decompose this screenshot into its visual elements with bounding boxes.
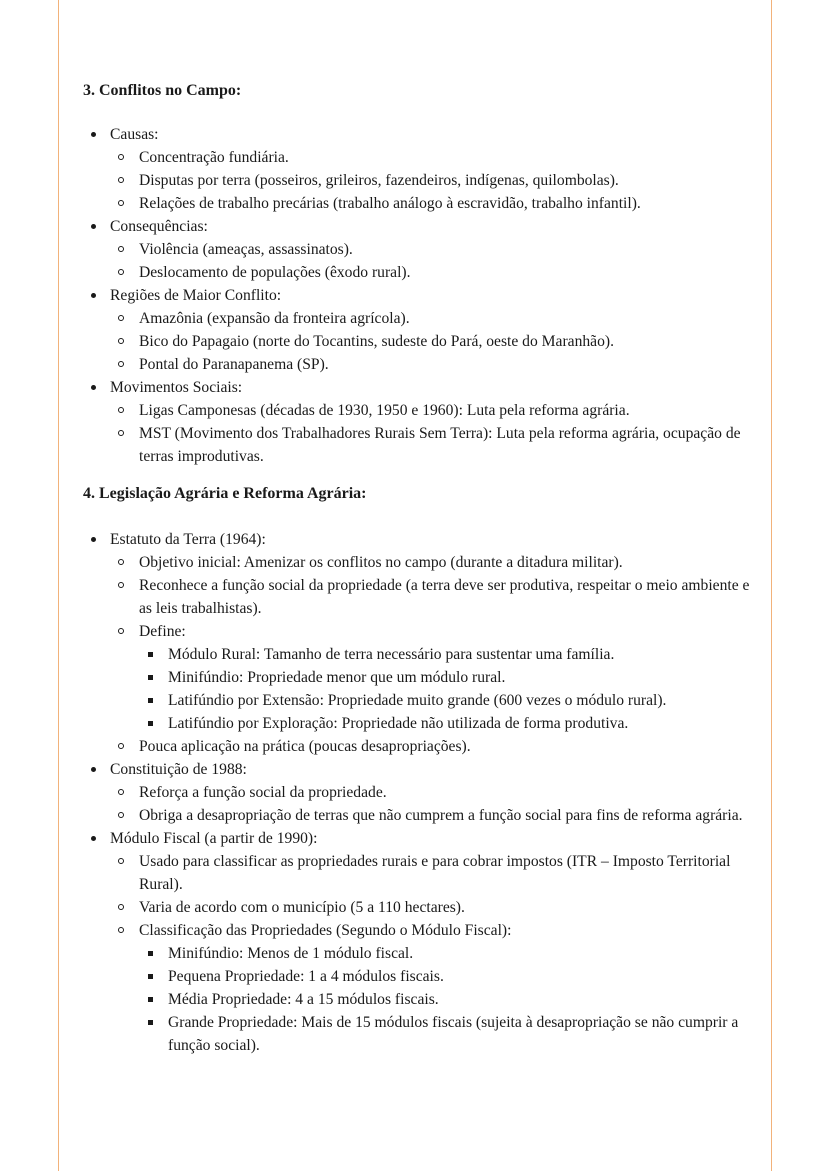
list-item-text: Bico do Papagaio (norte do Tocantins, sudeste do Pará, oeste do Maranhão).: [139, 333, 614, 350]
list-item: [139, 988, 763, 1011]
list-item: [139, 643, 763, 666]
list-item-text: Grande Propriedade: Mais de 15 módulos fiscais (sujeita à desapropriação se não cumprir a função social).: [168, 1014, 739, 1054]
list-item: [110, 735, 763, 758]
list-item-text: Causas:: [110, 126, 159, 143]
nested-list: [110, 238, 763, 284]
list-item-text: Movimentos Sociais:: [110, 379, 243, 396]
list-item-text: Ligas Camponesas (décadas de 1930, 1950 e 1960): Luta pela reforma agrária.: [139, 402, 630, 419]
list-item-text: MST (Movimento dos Trabalhadores Rurais Sem Terra): Luta pela reforma agrária, ocupação de terras improdutivas.: [139, 425, 741, 465]
list-item: [110, 353, 763, 376]
section-4-list: [83, 528, 763, 1057]
list-item: [83, 528, 763, 758]
page-border-right: [771, 0, 772, 1171]
list-item: [83, 215, 763, 284]
list-item: [139, 1011, 763, 1057]
nested-list: [110, 781, 763, 827]
list-item: [83, 376, 763, 468]
list-item-text: Latifúndio por Exploração: Propriedade não utilizada de forma produtiva.: [168, 715, 629, 732]
list-item-text: Objetivo inicial: Amenizar os conflitos no campo (durante a ditadura militar).: [139, 554, 623, 571]
list-item: [110, 574, 763, 620]
list-item-text: Minifúndio: Menos de 1 módulo fiscal.: [168, 945, 414, 962]
nested-list: [110, 399, 763, 468]
list-item-text: Estatuto da Terra (1964):: [110, 531, 266, 548]
list-item: [110, 399, 763, 422]
list-item: [139, 666, 763, 689]
list-item-text: Pontal do Paranapanema (SP).: [139, 356, 329, 373]
list-item: [110, 919, 763, 1057]
list-item-text: Define:: [139, 623, 186, 640]
list-item: [139, 689, 763, 712]
list-item: [110, 169, 763, 192]
list-item: [110, 422, 763, 468]
list-item: [110, 781, 763, 804]
list-item-text: Violência (ameaças, assassinatos).: [139, 241, 353, 258]
list-item: [139, 965, 763, 988]
list-item-text: Minifúndio: Propriedade menor que um módulo rural.: [168, 669, 506, 686]
list-item: [110, 850, 763, 896]
list-item: [83, 758, 763, 827]
section-4-title: 4. Legislação Agrária e Reforma Agrária:: [83, 485, 367, 502]
nested-list: [139, 643, 763, 735]
nested-list: [110, 307, 763, 376]
list-item-text: Reconhece a função social da propriedade (a terra deve ser produtiva, respeitar o meio ambiente e as leis trabalhistas).: [139, 577, 750, 617]
nested-list: [139, 942, 763, 1057]
section-3-title: 3. Conflitos no Campo:: [83, 82, 242, 99]
list-item-text: Varia de acordo com o município (5 a 110 hectares).: [139, 899, 465, 916]
list-item-text: Consequências:: [110, 218, 208, 235]
list-item-text: Pouca aplicação na prática (poucas desapropriações).: [139, 738, 471, 755]
list-item-text: Latifúndio por Extensão: Propriedade muito grande (600 vezes o módulo rural).: [168, 692, 667, 709]
list-item: [110, 146, 763, 169]
list-item: [139, 712, 763, 735]
list-item: [110, 192, 763, 215]
list-item-text: Relações de trabalho precárias (trabalho análogo à escravidão, trabalho infantil).: [139, 195, 641, 212]
list-item: [110, 551, 763, 574]
list-item: [110, 307, 763, 330]
list-item-text: Disputas por terra (posseiros, grileiros, fazendeiros, indígenas, quilombolas).: [139, 172, 619, 189]
list-item: [110, 238, 763, 261]
list-item-text: Média Propriedade: 4 a 15 módulos fiscais.: [168, 991, 439, 1008]
page-border-left: [58, 0, 59, 1171]
list-item: [83, 827, 763, 1057]
list-item-text: Usado para classificar as propriedades rurais e para cobrar impostos (ITR – Imposto Territorial Rural).: [139, 853, 731, 893]
list-item-text: Concentração fundiária.: [139, 149, 289, 166]
list-item: [110, 804, 763, 827]
list-item-text: Regiões de Maior Conflito:: [110, 287, 282, 304]
nested-list: [110, 551, 763, 758]
list-item-text: Obriga a desapropriação de terras que não cumprem a função social para fins de reforma agrária.: [139, 807, 743, 824]
list-item-text: Classificação das Propriedades (Segundo o Módulo Fiscal):: [139, 922, 512, 939]
nested-list: [110, 146, 763, 215]
list-item-text: Constituição de 1988:: [110, 761, 247, 778]
list-item: [83, 123, 763, 215]
list-item-text: Módulo Fiscal (a partir de 1990):: [110, 830, 318, 847]
list-item: [83, 284, 763, 376]
list-item-text: Amazônia (expansão da fronteira agrícola).: [139, 310, 410, 327]
section-3-list: [83, 123, 763, 468]
list-item: [139, 942, 763, 965]
list-item-text: Reforça a função social da propriedade.: [139, 784, 387, 801]
list-item: [110, 261, 763, 284]
list-item-text: Módulo Rural: Tamanho de terra necessário para sustentar uma família.: [168, 646, 615, 663]
list-item: [110, 330, 763, 353]
list-item: [110, 620, 763, 735]
list-item-text: Pequena Propriedade: 1 a 4 módulos fiscais.: [168, 968, 444, 985]
page-content: [83, 78, 763, 1057]
list-item-text: Deslocamento de populações (êxodo rural).: [139, 264, 411, 281]
list-item: [110, 896, 763, 919]
nested-list: [110, 850, 763, 1057]
